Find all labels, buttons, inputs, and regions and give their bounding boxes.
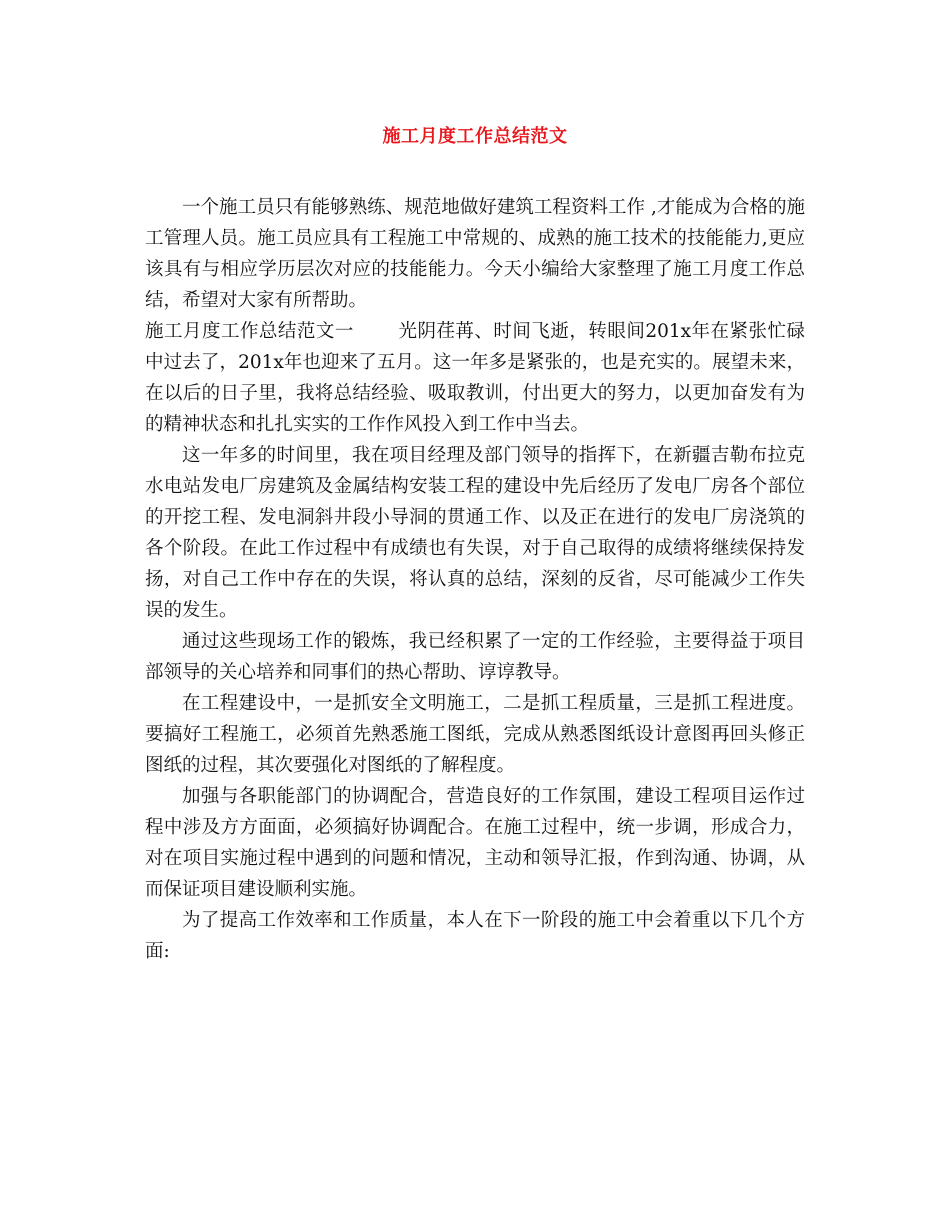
next-steps-paragraph: 为了提高工作效率和工作质量，本人在下一阶段的施工中会着重以下几个方面: bbox=[145, 910, 805, 962]
section-one-heading: 施工月度工作总结范文一 bbox=[145, 321, 354, 342]
section-one-paragraph bbox=[145, 316, 805, 440]
experience-paragraph: 这一年多的时间里，我在项目经理及部门领导的指挥下，在新疆吉勒布拉克水电站发电厂房建筑及金属结构安装工程的建设中先后经历了发电厂房各个部位的开挖工程、发电洞斜井段小导洞的贯通工作、以及正在进行的发电厂房浇筑的各个阶段。在此工作过程中有成绩也有失误，对于自己取得的成绩将继续保持发扬，对自己工作中存在的失误，将认真的总结，深刻的反省，尽可能减少工作失误的发生。 bbox=[145, 445, 805, 621]
intro-paragraph: 一个施工员只有能够熟练、规范地做好建筑工程资料工作 ,才能成为合格的施工管理人员。施工员应具有工程施工中常规的、成熟的施工技术的技能能力,更应该具有与相应学历层次对应的技能能力。今天小编给大家整理了施工月度工作总结，希望对大家有所帮助。 bbox=[145, 197, 805, 311]
training-paragraph: 通过这些现场工作的锻炼，我已经积累了一定的工作经验，主要得益于项目部领导的关心培养和同事们的热心帮助、谆谆教导。 bbox=[145, 631, 805, 683]
section-one-text: 光阴荏苒、时间飞逝，转眼间201x年在紧张忙碌中过去了，201x年也迎来了五月。这一年多是紧张的，也是充实的。展望未来，在以后的日子里，我将总结经验、吸取教训，付出更大的努力，以更加奋发有为的精神状态和扎扎实实的工作作风投入到工作中当去。 bbox=[145, 321, 805, 435]
coordination-paragraph: 加强与各职能部门的协调配合，营造良好的工作氛围，建设工程项目运作过程中涉及方方面面，必须搞好协调配合。在施工过程中，统一步调，形成合力，对在项目实施过程中遇到的问题和情况，主动和领导汇报，作到沟通、协调，从而保证项目建设顺利实施。 bbox=[145, 786, 805, 900]
construction-focus-paragraph: 在工程建设中，一是抓安全文明施工，二是抓工程质量，三是抓工程进度。要搞好工程施工，必须首先熟悉施工图纸，完成从熟悉图纸设计意图再回头修正图纸的过程，其次要强化对图纸的了解程度。 bbox=[145, 693, 805, 776]
document-title: 施工月度工作总结范文 bbox=[382, 126, 568, 147]
document-body bbox=[145, 192, 805, 967]
